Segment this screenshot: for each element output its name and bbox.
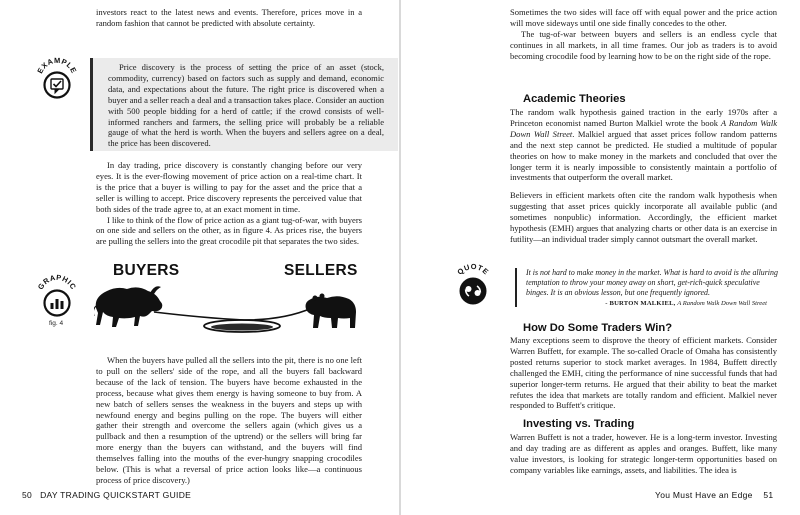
right-running-head: You Must Have an Edge	[655, 490, 753, 500]
buyers-label: BUYERS	[113, 262, 180, 279]
paragraph-tug-of-war: I like to think of the flow of price action as a giant tug-of-war, with buyers on one side and sellers on the other, as in figure 4. As prices rise, the buyers are pulling the sellers into the great crocodile pit that separates the two sides.	[96, 214, 362, 247]
quote-block	[515, 268, 783, 307]
right-page-number: 51	[763, 490, 774, 500]
left-running-head: DAY TRADING QUICKSTART GUIDE	[40, 490, 192, 500]
bear-icon	[306, 294, 356, 329]
right-folio	[655, 490, 773, 500]
right-intro-text: Sometimes the two sides will face off with equal power and the price action will move sideways until one side finally concedes to the other. The tug-of-war between buyers and sellers is an endless cycle that continues in all markets, in all time frames. Our job as traders is to avoid becoming crocodile food by learning how to be on the right side of the rope.	[510, 7, 777, 61]
rope	[154, 308, 312, 320]
book-title: A Random Walk Down Wall Street	[510, 117, 777, 139]
graphic-icon	[34, 270, 80, 320]
figure-caption: fig. 4	[49, 320, 64, 327]
left-folio	[22, 490, 191, 500]
quote-icon	[450, 258, 496, 310]
sellers-label: SELLERS	[284, 262, 358, 279]
left-page	[0, 0, 399, 515]
bull-icon	[94, 286, 162, 327]
heading-how-do-some-traders-win: How Do Some Traders Win?	[523, 322, 673, 334]
traders-win-text: Many exceptions seem to disprove the theory of efficient markets. Consider Warren Buffett, for example. The so-called Oracle of Omaha has consistently posted returns superior to stock market averages. In 1984, Buffett directly challenged the EMH, citing the performance of nine successful funds that had superior longer-term returns. He argued that their ability to beat the market refutes the idea that markets are totally random and efficient. Malkiel never responded to Buffett's critique.	[510, 335, 777, 411]
quote-text: It is not hard to make money in the market. What is hard to avoid is the alluring temptation to throw your money away on short, get-rich-quick speculative binges. It is an obvious lesson, but one frequently ignored.	[526, 268, 778, 297]
tug-of-war-illustration	[94, 282, 360, 338]
example-icon	[34, 52, 80, 104]
example-icon-label: EXAMPLE	[35, 55, 79, 75]
quote-icon-label: QUOTE	[455, 261, 491, 277]
investing-vs-trading-text: Warren Buffett is not a trader, however. He is a long-term investor. Investing and day trading are as different as apples and oranges. Buffett, like many value investors, is looking for strategic longer-term opportunities based on company variables like earnings, assets, and liabilities. The idea is	[510, 432, 777, 475]
example-text: Price discovery is the process of setting the price of an asset (stock, commodity, currency) based on factors such as supply and demand, economic data, and expectations about the future. The right price is discovered when a buyer and a seller reach a deal and a transaction takes place. Consider an auction with 500 people bidding for a herd of cattle; if the crowd consists of well-informed ranchers and farmers, the selling price will probably be a reliable gauge of what the herd is worth. When the buyers and sellers agree on a deal, the price has been discovered.	[108, 62, 384, 149]
left-intro-text: investors react to the latest news and events. Therefore, prices move in a random fashion that cannot be predicted with absolute certainty.	[96, 7, 362, 28]
graphic-icon-label: GRAPHIC	[35, 272, 79, 292]
paragraph-price-discovery: In day trading, price discovery is constantly changing before our very eyes. It is the ever-flowing movement of price action on a real-time chart. It is the price that a buyer is willing to pay for the asset and the price that a seller is willing to accept. Price discovery represents the perceived value that both sides of the trade agree to, at an exact moment in time.	[96, 160, 362, 214]
left-closing-paragraph: When the buyers have pulled all the sellers into the pit, there is no one left to pull on the sellers' side of the rope, and all the buyers fall backward because of the lack of tension. The buyers have become exhausted in the process, because what gives them energy is having someone to buy from. A new batch of sellers senses the weakness in the buyers and steps up with newfound energy and begins pulling on the rope. The buyers will either gather their strength and overcome the sellers again (which gives us a pullback and then a resumption of the uptrend) or the sellers will bring far more energy than the buyers can withstand, and the buyers will find themselves falling into the mouths of the ever-hungry snapping crocodiles below. (This is what a reversal of price action looks like—a continuous process of price discovery.)	[96, 355, 362, 485]
heading-investing-vs-trading: Investing vs. Trading	[523, 418, 635, 430]
svg-text:QUOTE	[455, 262, 490, 277]
svg-text:GRAPHIC	[36, 273, 78, 291]
quote-attribution: - BURTON MALKIEL, A Random Walk Down Wall Street	[605, 300, 767, 307]
left-paragraphs	[96, 160, 362, 247]
academic-theories-text: The random walk hypothesis gained traction in the early 1970s after a Princeton economist named Burton Malkiel wrote the book A Random Walk Down Wall Street. Malkiel argued that asset prices follow random patterns and the next step cannot be predicted. He studied a multitude of popular theories on how to make money in the markets and concluded that over the longer term it is nearly impossible to consistently maintain a portfolio of investments that outperform the overall market. Believers in efficient markets often cite the random walk hypothesis when suggesting that asset prices quickly incorporate all available public (and sometimes nonpublic) information. Accordingly, the efficient market hypothesis (EMH) argues that analyzing charts or other data is an exercise in futility—an individual trader simply cannot outsmart the overall market.	[510, 107, 778, 244]
heading-academic-theories: Academic Theories	[523, 93, 626, 105]
left-page-number: 50	[22, 490, 33, 500]
